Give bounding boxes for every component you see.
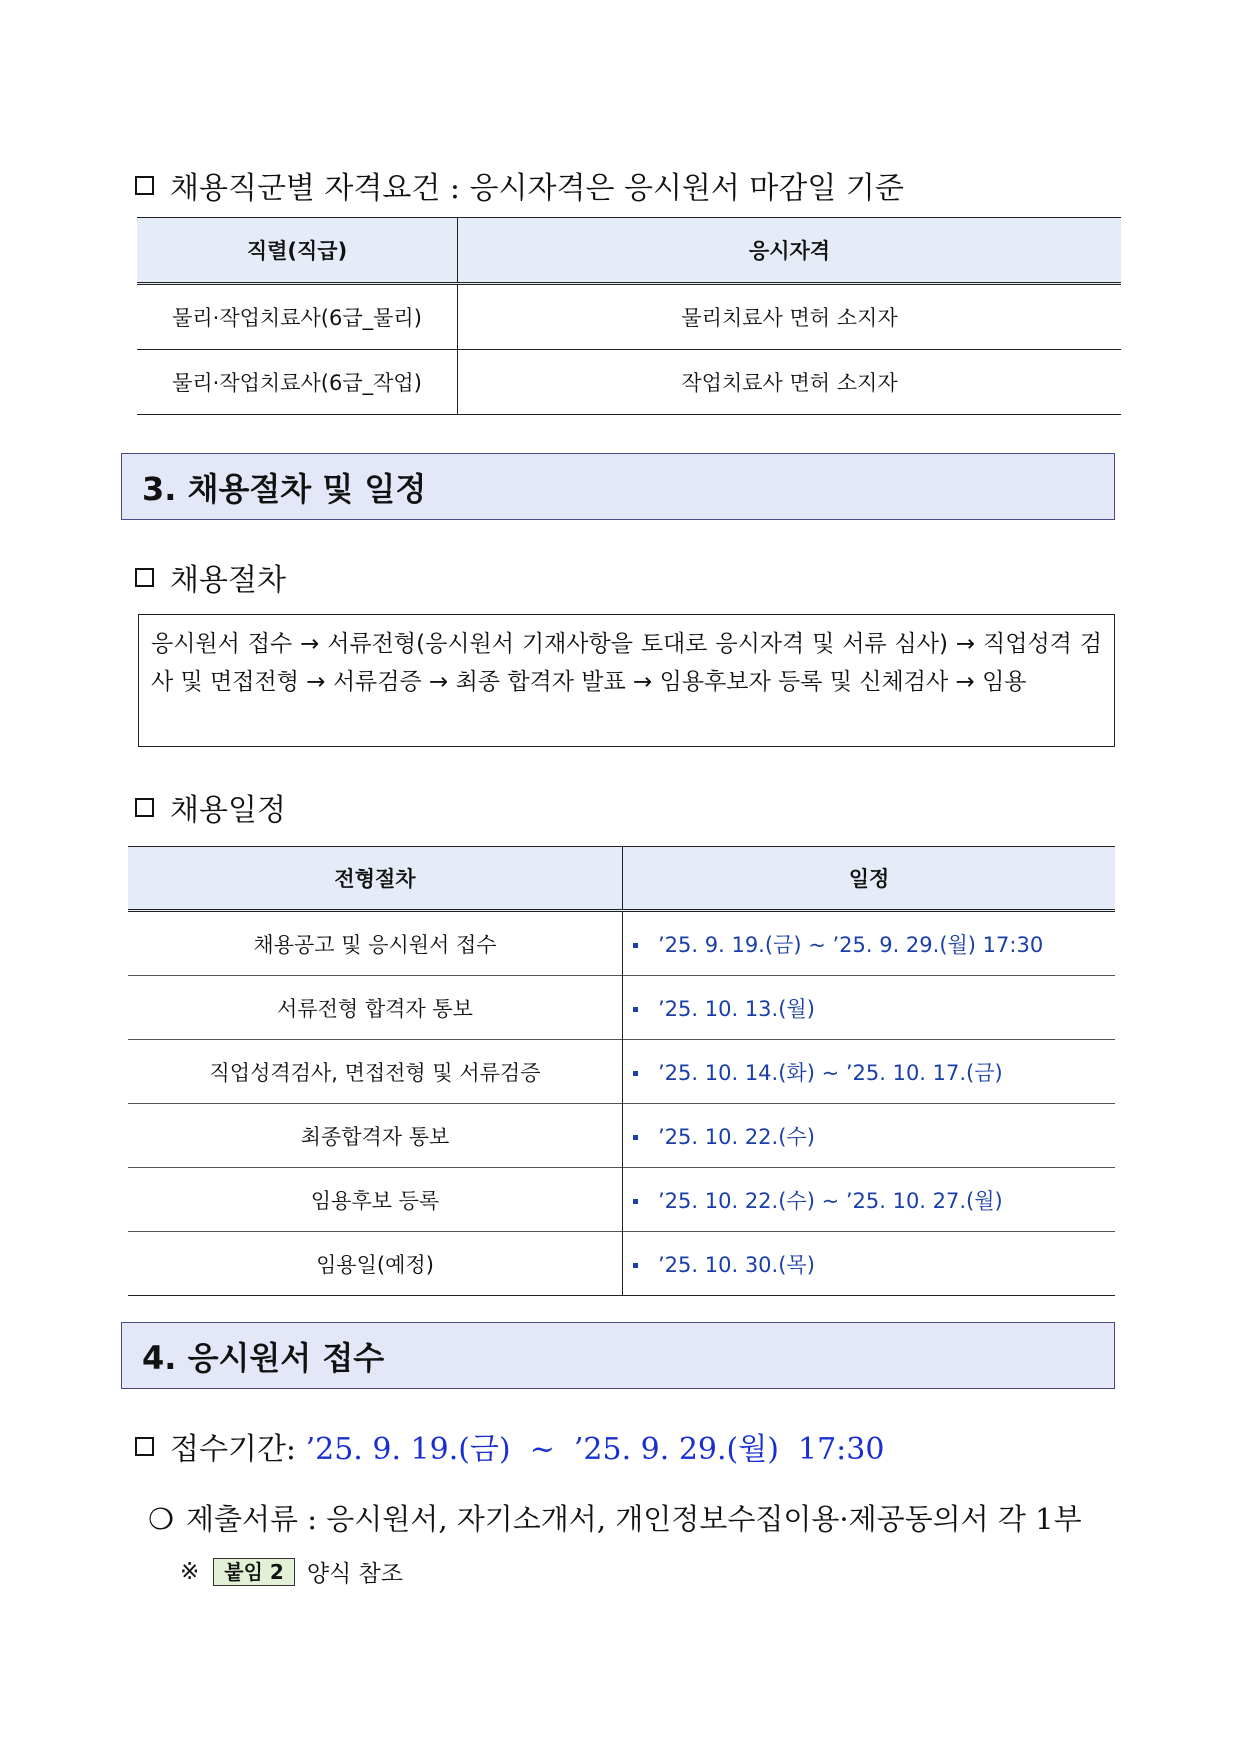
table-row	[128, 1232, 1115, 1296]
qualification-cell-position: 물리·작업치료사(6급_물리)	[137, 284, 458, 350]
qualification-heading	[135, 163, 904, 207]
procedure-heading	[135, 555, 286, 599]
schedule-date-text: ’25. 10. 14.(화) ~ ’25. 10. 17.(금)	[658, 1060, 1003, 1085]
qualification-header-position: 직렬(직급)	[137, 218, 458, 284]
schedule-date-text: ’25. 9. 19.(금) ~ ’25. 9. 29.(월) 17:30	[658, 932, 1044, 957]
bullet-square-icon	[633, 1199, 638, 1204]
qualification-heading-text: 채용직군별 자격요건 : 응시자격은 응시원서 마감일 기준	[170, 171, 904, 206]
schedule-cell-step: 직업성격검사, 면접전형 및 서류검증	[128, 1040, 623, 1104]
qualification-cell-eligibility: 물리치료사 면허 소지자	[681, 306, 898, 330]
schedule-cell-step: 임용후보 등록	[128, 1168, 623, 1232]
schedule-date-text: ’25. 10. 22.(수) ~ ’25. 10. 27.(월)	[658, 1188, 1003, 1213]
schedule-header-date: 일정	[623, 847, 1116, 911]
documents-line	[148, 1497, 1082, 1538]
procedure-box: 응시원서 접수 → 서류전형(응시원서 기재사항을 토대로 응시자격 및 서류 심사) → 직업성격 검사 및 면접전형 → 서류검증 → 최종 합격자 발표 → 임용후보자 등록 및 신체검사 → 임용	[138, 614, 1115, 747]
documents-text: 제출서류 : 응시원서, 자기소개서, 개인정보수집이용·제공동의서 각 1부	[186, 1502, 1082, 1536]
schedule-cell-step: 최종합격자 통보	[128, 1104, 623, 1168]
checkbox-square-icon	[135, 1437, 154, 1456]
schedule-cell-date	[623, 1040, 1116, 1104]
bullet-square-icon	[633, 1135, 638, 1140]
schedule-date-text: ’25. 10. 13.(월)	[658, 996, 815, 1021]
schedule-table	[128, 846, 1115, 1296]
bullet-square-icon	[633, 1263, 638, 1268]
qualification-table	[137, 217, 1121, 415]
note-line	[180, 1555, 403, 1588]
schedule-cell-date	[623, 976, 1116, 1040]
reception-label: 접수기간:	[170, 1432, 306, 1467]
schedule-cell-date	[623, 1104, 1116, 1168]
qualification-cell-eligibility: 작업치료사 면허 소지자	[681, 371, 898, 395]
checkbox-square-icon	[135, 176, 154, 195]
section-3-title: 3. 채용절차 및 일정	[121, 453, 1115, 520]
bullet-square-icon	[633, 1071, 638, 1076]
note-mark: ※	[180, 1558, 200, 1585]
attachment-tag: 붙임 2	[213, 1558, 295, 1586]
table-row	[137, 350, 1121, 415]
qualification-header-eligibility: 응시자격	[458, 218, 1122, 284]
bullet-square-icon	[633, 943, 638, 948]
table-row	[128, 1104, 1115, 1168]
table-row	[128, 1168, 1115, 1232]
table-row	[128, 911, 1115, 976]
schedule-header-step: 전형절차	[128, 847, 623, 911]
bullet-square-icon	[633, 1007, 638, 1012]
procedure-heading-text: 채용절차	[170, 563, 286, 598]
table-row	[128, 976, 1115, 1040]
qualification-cell-position: 물리·작업치료사(6급_작업)	[137, 350, 458, 415]
schedule-date-text: ’25. 10. 30.(목)	[658, 1252, 815, 1277]
reception-period-value: ’25. 9. 19.(금) ~ ’25. 9. 29.(월) 17:30	[305, 1432, 885, 1467]
schedule-heading-text: 채용일정	[170, 793, 286, 828]
checkbox-square-icon	[135, 798, 154, 817]
schedule-date-text: ’25. 10. 22.(수)	[658, 1124, 815, 1149]
schedule-cell-date	[623, 911, 1116, 976]
note-text: 양식 참조	[306, 1561, 403, 1587]
schedule-cell-step: 임용일(예정)	[128, 1232, 623, 1296]
section-4-title: 4. 응시원서 접수	[121, 1322, 1115, 1389]
schedule-cell-date	[623, 1232, 1116, 1296]
table-row	[137, 284, 1121, 350]
table-row	[128, 1040, 1115, 1104]
schedule-heading	[135, 785, 286, 829]
reception-period	[135, 1424, 884, 1468]
schedule-cell-date	[623, 1168, 1116, 1232]
checkbox-square-icon	[135, 568, 154, 587]
schedule-cell-step: 채용공고 및 응시원서 접수	[128, 911, 623, 976]
schedule-cell-step: 서류전형 합격자 통보	[128, 976, 623, 1040]
circle-bullet-icon: ❍	[148, 1502, 174, 1536]
